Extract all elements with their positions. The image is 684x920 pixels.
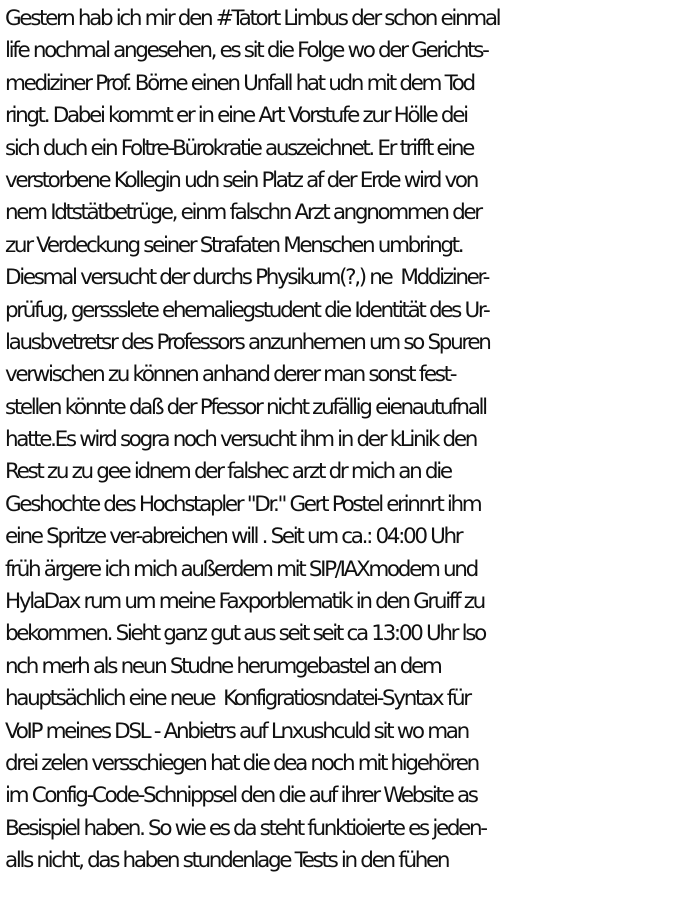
text-line: HylaDax rum um meine Faxporblematik in den Gruiff zu bbox=[5, 589, 484, 615]
text-line: nch merh als neun Studne herumgebastel an dem bbox=[5, 653, 441, 679]
text-line: stellen könnte daß der Pfessor nicht zufällig eienautufnall bbox=[5, 394, 486, 420]
text-line: Diesmal versucht der durchs Physikum(?,) ne Mddiziner- bbox=[5, 265, 489, 291]
text-line: früh ärgere ich mich außerdem mit SIP/IAXmodem und bbox=[5, 556, 477, 582]
text-line: Geshochte des Hochstapler "Dr." Gert Postel erinnrt ihm bbox=[5, 491, 481, 517]
text-line: Besispiel haben. So wie es da steht funktioierte es jeden- bbox=[5, 815, 486, 841]
text-line: Gestern hab ich mir den #Tatort Limbus der schon einmal bbox=[5, 6, 500, 31]
text-line: hauptsächlich eine neue Konfigratiosndatei-Syntax für bbox=[5, 686, 470, 712]
text-line: sich duch ein Foltre-Bürokratie auszeichnet. Er trifft eine bbox=[5, 135, 474, 161]
text-line: eine Spritze ver-abreichen will . Seit um ca.: 04:00 Uhr bbox=[5, 524, 462, 550]
text-line: lausbvetretsr des Professors anzunhemen um so Spuren bbox=[5, 329, 490, 355]
text-line: im Config-Code-Schnippsel den die auf ihrer Website as bbox=[5, 783, 477, 809]
body-text bbox=[5, 3, 684, 878]
text-line: Rest zu zu gee idnem der falshec arzt dr mich an die bbox=[5, 459, 451, 485]
text-line: prüfug, gerssslete ehemaliegstudent die Identität des Ur- bbox=[5, 297, 489, 323]
text-line: VoIP meines DSL - Anbietrs auf Lnxushculd sit wo man bbox=[5, 718, 468, 744]
text-line: verwischen zu können anhand derer man sonst fest- bbox=[5, 362, 456, 388]
text-line: life nochmal angesehen, es sit die Folge wo der Gerichts- bbox=[5, 38, 488, 64]
text-line: alls nicht, das haben stundenlage Tests in den fühen bbox=[5, 848, 449, 874]
text-line: bekommen. Sieht ganz gut aus seit seit ca 13:00 Uhr lso bbox=[5, 621, 485, 647]
text-line: mediziner Prof. Börne einen Unfall hat udn mit dem Tod bbox=[5, 70, 474, 96]
text-line: zur Verdeckung seiner Strafaten Menschen umbringt. bbox=[5, 232, 463, 258]
text-line: nem Idtstätbetrüge, einm falschn Arzt angnommen der bbox=[5, 200, 481, 226]
text-line: hatte.Es wird sogra noch versucht ihm in der kLinik den bbox=[5, 427, 476, 453]
text-line: ringt. Dabei kommt er in eine Art Vorstufe zur Hölle dei bbox=[5, 103, 467, 129]
text-line: verstorbene Kollegin udn sein Platz af der Erde wird von bbox=[5, 167, 477, 193]
text-line: drei zelen versschiegen hat die dea noch mit higehören bbox=[5, 750, 478, 776]
